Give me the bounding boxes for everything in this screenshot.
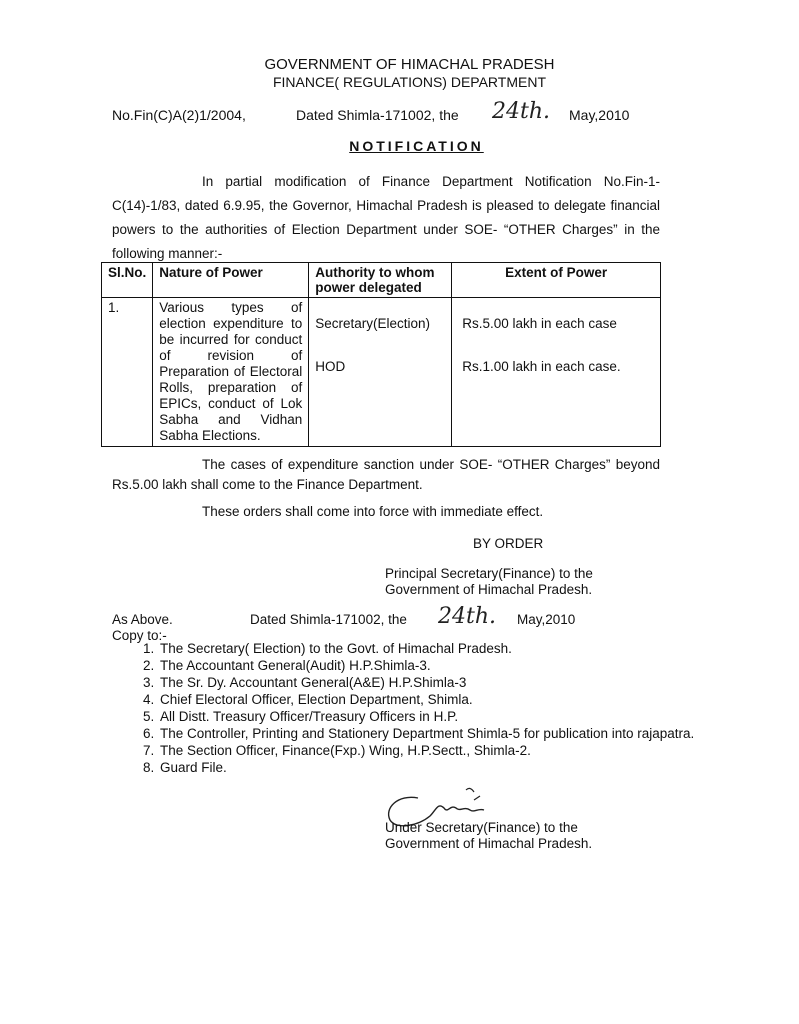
header-authority: Authority to whom power delegated <box>309 263 452 298</box>
header-nature: Nature of Power <box>153 263 309 298</box>
paragraph-2-text: The cases of expenditure sanction under SOE- “OTHER Charges” beyond Rs.5.00 lakh shall come to the Finance Department. <box>112 457 660 492</box>
extent-1: Rs.5.00 lakh in each case <box>462 316 617 331</box>
list-item: 7. The Section Officer, Finance(Fxp.) Wing, H.P.Sectt., Shimla-2. <box>158 742 718 759</box>
list-item: 3. The Sr. Dy. Accountant General(A&E) H.P.Shimla-3 <box>158 674 718 691</box>
signatory-2 <box>385 820 625 852</box>
cell-authority <box>309 298 452 447</box>
list-item: 6. The Controller, Printing and Stationery Department Shimla-5 for publication into rajapatra. <box>158 725 718 742</box>
signatory-1-line2: Government of Himachal Pradesh. <box>385 582 593 597</box>
cell-nature: Various types of election expenditure to be incurred for conduct of revision of Preparation of Electoral Rolls, preparation of EPICs, conduct of Lok Sabha and Vidhan Sabha Elections. <box>153 298 309 447</box>
signatory-2-line2: Government of Himachal Pradesh. <box>385 836 593 851</box>
list-item: 1. The Secretary( Election) to the Govt. of Himachal Pradesh. <box>158 640 718 657</box>
intro-text: In partial modification of Finance Department Notification No.Fin-1-C(14)-1/83, dated 6.9.95, the Governor, Himachal Pradesh is pleased to delegate financial powers to the authorities of Election Department under SOE- “OTHER Charges” in the following manner:- <box>112 174 660 261</box>
copy-to-label: Copy to:- <box>112 628 167 643</box>
list-item: 8. Guard File. <box>158 759 718 776</box>
notification-title: NOTIFICATION <box>349 138 484 154</box>
paragraph-3: These orders shall come into force with immediate effect. <box>202 504 544 519</box>
table-header-row <box>102 263 661 298</box>
endorsement-month-year: May,2010 <box>517 612 576 627</box>
signatory-2-line1: Under Secretary(Finance) to the <box>385 820 578 835</box>
notification-number: No.Fin(C)A(2)1/2004, <box>112 107 246 123</box>
authority-1: Secretary(Election) <box>315 316 431 331</box>
endorsement-dated: Dated Shimla-171002, the <box>250 612 407 627</box>
handwritten-date-2: 24th. <box>438 604 496 629</box>
list-item: 5. All Distt. Treasury Officer/Treasury Officers in H.P. <box>158 708 718 725</box>
authority-2: HOD <box>315 359 346 374</box>
intro-paragraph <box>112 170 660 266</box>
table-row <box>102 298 661 447</box>
header-extent: Extent of Power <box>452 263 661 298</box>
signatory-1-line1: Principal Secretary(Finance) to the <box>385 566 593 581</box>
extent-2: Rs.1.00 lakh in each case. <box>462 359 621 374</box>
department-heading: FINANCE( REGULATIONS) DEPARTMENT <box>272 74 547 90</box>
cell-extent <box>452 298 661 447</box>
as-above: As Above. <box>112 612 173 627</box>
by-order: BY ORDER <box>473 536 544 551</box>
month-year: May,2010 <box>569 107 630 123</box>
copy-list <box>112 640 718 776</box>
paragraph-2 <box>112 455 660 495</box>
header-sl-no: Sl.No. <box>102 263 153 298</box>
dated-place: Dated Shimla-171002, the <box>296 107 459 123</box>
signatory-1 <box>385 566 625 598</box>
cell-sl-no: 1. <box>102 298 153 447</box>
list-item: 4. Chief Electoral Officer, Election Department, Shimla. <box>158 691 718 708</box>
delegation-table <box>101 262 661 447</box>
government-heading: GOVERNMENT OF HIMACHAL PRADESH <box>264 56 555 73</box>
list-item: 2. The Accountant General(Audit) H.P.Shimla-3. <box>158 657 718 674</box>
handwritten-date: 24th. <box>492 99 550 124</box>
